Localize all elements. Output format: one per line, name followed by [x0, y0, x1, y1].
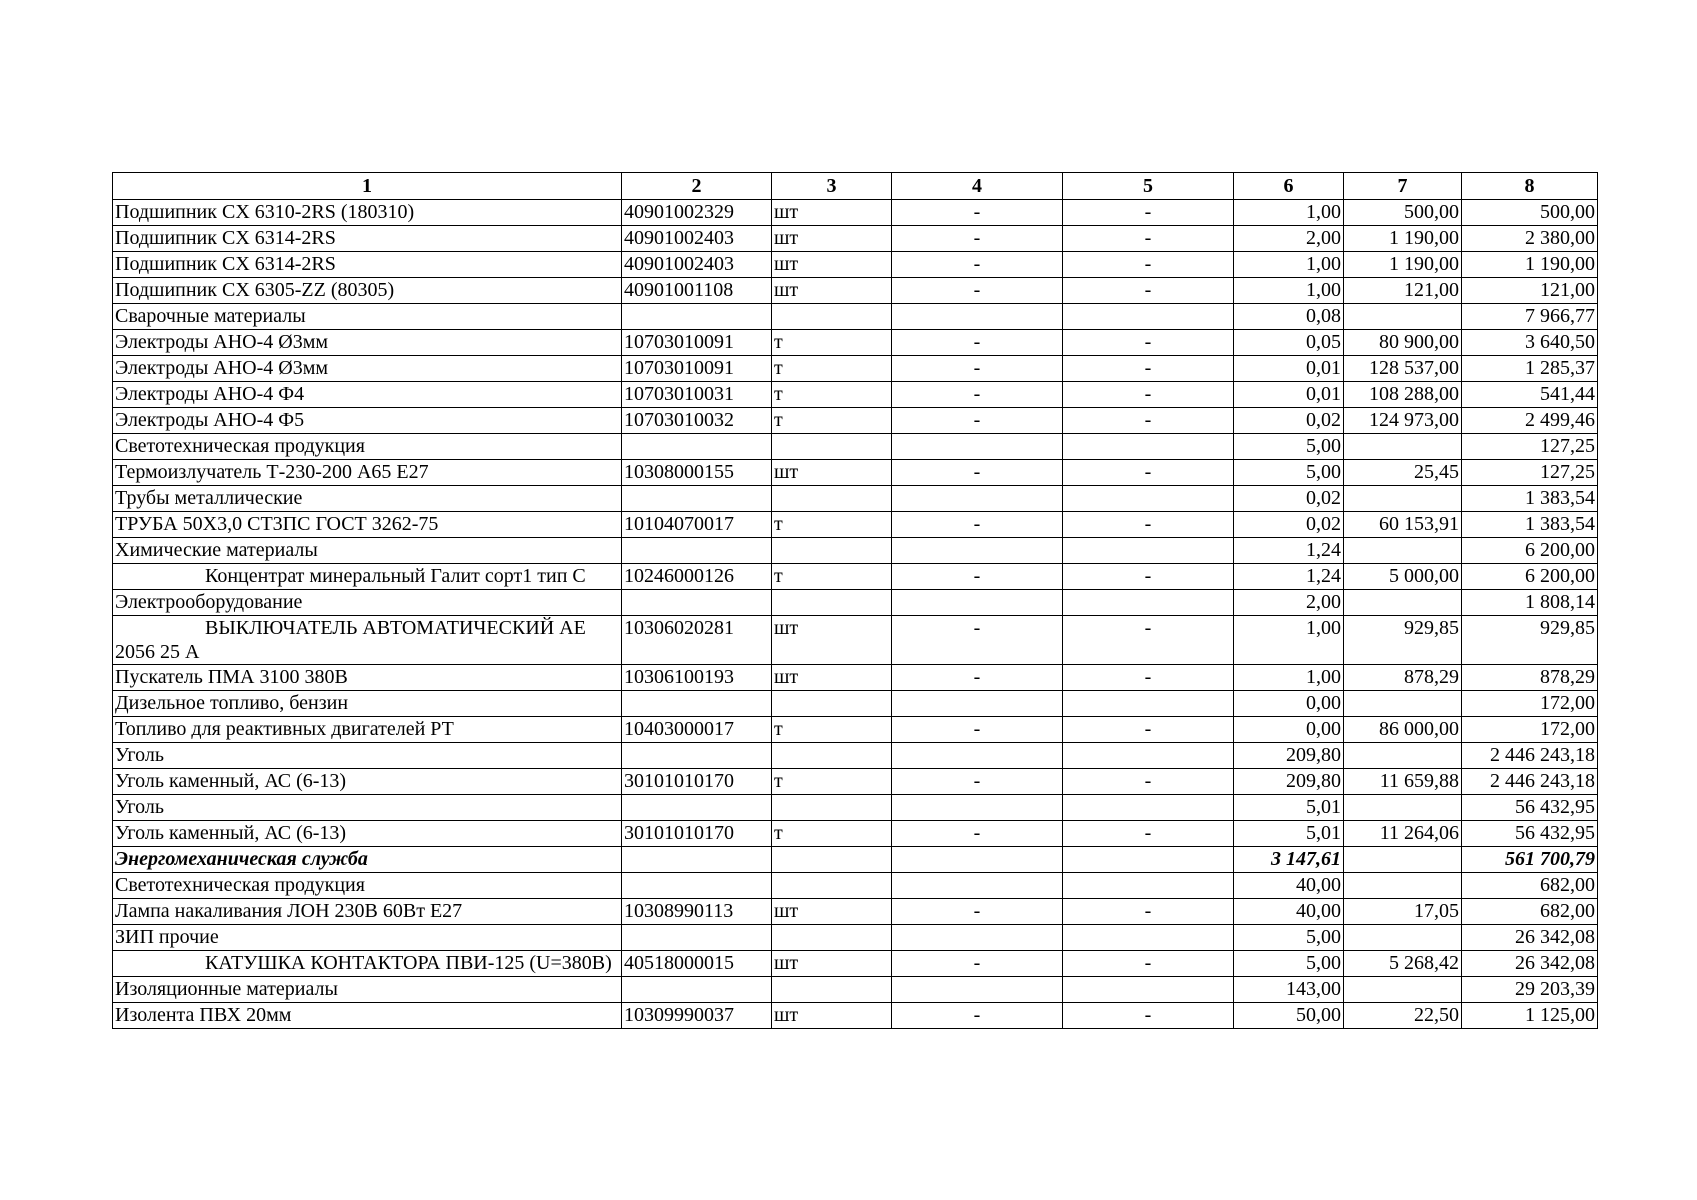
sum-cell: 172,00 [1462, 691, 1598, 717]
empty-cell [892, 691, 1063, 717]
sum-cell: 29 203,39 [1462, 977, 1598, 1003]
empty-cell [1344, 847, 1462, 873]
quantity-cell: 50,00 [1234, 1003, 1344, 1029]
empty-cell [772, 873, 892, 899]
group-name-cell: Дизельное топливо, бензин [113, 691, 622, 717]
group-name-cell: Изоляционные материалы [113, 977, 622, 1003]
item-code-cell: 10309990037 [622, 1003, 772, 1029]
sum-cell: 172,00 [1462, 717, 1598, 743]
column-5-cell: - [1063, 665, 1234, 691]
column-5-cell: - [1063, 382, 1234, 408]
empty-cell [892, 977, 1063, 1003]
column-5-cell: - [1063, 951, 1234, 977]
quantity-cell: 0,01 [1234, 382, 1344, 408]
price-cell: 128 537,00 [1344, 356, 1462, 382]
empty-cell [1344, 743, 1462, 769]
price-cell: 25,45 [1344, 460, 1462, 486]
empty-cell [1344, 795, 1462, 821]
unit-cell: шт [772, 200, 892, 226]
column-5-cell: - [1063, 330, 1234, 356]
group-name-cell: Светотехническая продукция [113, 434, 622, 460]
quantity-cell: 0,00 [1234, 717, 1344, 743]
service-name-cell: Энергомеханическая служба [113, 847, 622, 873]
table-row-item [113, 512, 1598, 538]
quantity-cell: 143,00 [1234, 977, 1344, 1003]
item-code-cell: 10308990113 [622, 899, 772, 925]
empty-cell [622, 925, 772, 951]
empty-cell [1063, 434, 1234, 460]
empty-cell [1344, 486, 1462, 512]
empty-cell [772, 590, 892, 616]
column-5-cell: - [1063, 408, 1234, 434]
item-name-cell: Термоизлучатель Т-230-200 А65 Е27 [113, 460, 622, 486]
empty-cell [892, 873, 1063, 899]
price-cell: 60 153,91 [1344, 512, 1462, 538]
table-row-group [113, 691, 1598, 717]
quantity-cell: 0,08 [1234, 304, 1344, 330]
quantity-cell: 209,80 [1234, 743, 1344, 769]
column-4-cell: - [892, 821, 1063, 847]
quantity-cell: 3 147,61 [1234, 847, 1344, 873]
column-5-cell: - [1063, 1003, 1234, 1029]
quantity-cell: 0,02 [1234, 512, 1344, 538]
unit-cell: т [772, 564, 892, 590]
empty-cell [1063, 743, 1234, 769]
quantity-cell: 1,00 [1234, 665, 1344, 691]
column-4-cell: - [892, 564, 1063, 590]
empty-cell [892, 434, 1063, 460]
empty-cell [892, 925, 1063, 951]
table-row-item [113, 769, 1598, 795]
unit-cell: т [772, 408, 892, 434]
price-cell: 878,29 [1344, 665, 1462, 691]
empty-cell [622, 434, 772, 460]
item-code-cell: 10703010031 [622, 382, 772, 408]
sum-cell: 1 383,54 [1462, 486, 1598, 512]
sum-cell: 1 285,37 [1462, 356, 1598, 382]
quantity-cell: 5,01 [1234, 795, 1344, 821]
quantity-cell: 40,00 [1234, 899, 1344, 925]
empty-cell [772, 538, 892, 564]
column-4-cell: - [892, 460, 1063, 486]
item-code-cell: 10703010032 [622, 408, 772, 434]
sum-cell: 682,00 [1462, 873, 1598, 899]
empty-cell [622, 538, 772, 564]
quantity-cell: 2,00 [1234, 590, 1344, 616]
empty-cell [772, 847, 892, 873]
group-name-cell: Уголь [113, 795, 622, 821]
column-5-cell: - [1063, 717, 1234, 743]
table-row-item [113, 951, 1598, 977]
quantity-cell: 5,00 [1234, 951, 1344, 977]
column-4-cell: - [892, 330, 1063, 356]
column-5-cell: - [1063, 821, 1234, 847]
price-cell: 11 659,88 [1344, 769, 1462, 795]
header-row [113, 173, 1598, 200]
sum-cell: 2 446 243,18 [1462, 769, 1598, 795]
table-row-group [113, 304, 1598, 330]
empty-cell [622, 977, 772, 1003]
quantity-cell: 2,00 [1234, 226, 1344, 252]
item-code-cell: 30101010170 [622, 821, 772, 847]
group-name-cell: Трубы металлические [113, 486, 622, 512]
column-header: 8 [1462, 173, 1598, 200]
sum-cell: 6 200,00 [1462, 564, 1598, 590]
item-name-cell: Электроды АНО-4 Ф5 [113, 408, 622, 434]
item-name-cell: КАТУШКА КОНТАКТОРА ПВИ-125 (U=380В) [113, 951, 622, 977]
price-cell: 929,85 [1344, 616, 1462, 665]
empty-cell [1063, 977, 1234, 1003]
table-row-item [113, 356, 1598, 382]
column-4-cell: - [892, 1003, 1063, 1029]
empty-cell [1344, 538, 1462, 564]
empty-cell [772, 743, 892, 769]
group-name-cell: Химические материалы [113, 538, 622, 564]
table-row-item [113, 330, 1598, 356]
empty-cell [892, 590, 1063, 616]
price-cell: 86 000,00 [1344, 717, 1462, 743]
column-5-cell: - [1063, 200, 1234, 226]
empty-cell [772, 691, 892, 717]
empty-cell [892, 304, 1063, 330]
sum-cell: 1 383,54 [1462, 512, 1598, 538]
price-cell: 5 268,42 [1344, 951, 1462, 977]
item-code-cell: 10246000126 [622, 564, 772, 590]
group-name-cell: Уголь [113, 743, 622, 769]
sum-cell: 878,29 [1462, 665, 1598, 691]
column-4-cell: - [892, 252, 1063, 278]
quantity-cell: 1,00 [1234, 616, 1344, 665]
item-code-cell: 10403000017 [622, 717, 772, 743]
column-4-cell: - [892, 665, 1063, 691]
item-name-cell: ВЫКЛЮЧАТЕЛЬ АВТОМАТИЧЕСКИЙ АЕ 2056 25 А [113, 616, 622, 665]
column-5-cell: - [1063, 769, 1234, 795]
item-name-cell: Концентрат минеральный Галит сорт1 тип С [113, 564, 622, 590]
empty-cell [772, 304, 892, 330]
table-row-group [113, 538, 1598, 564]
empty-cell [772, 486, 892, 512]
table-row-item [113, 821, 1598, 847]
quantity-cell: 5,00 [1234, 460, 1344, 486]
empty-cell [892, 795, 1063, 821]
empty-cell [1063, 590, 1234, 616]
item-code-cell: 40901001108 [622, 278, 772, 304]
empty-cell [622, 795, 772, 821]
quantity-cell: 0,00 [1234, 691, 1344, 717]
table-row-item [113, 408, 1598, 434]
empty-cell [1063, 691, 1234, 717]
table-row-item [113, 252, 1598, 278]
price-cell: 1 190,00 [1344, 226, 1462, 252]
sum-cell: 682,00 [1462, 899, 1598, 925]
empty-cell [1344, 925, 1462, 951]
column-header: 6 [1234, 173, 1344, 200]
price-cell: 5 000,00 [1344, 564, 1462, 590]
empty-cell [892, 847, 1063, 873]
table-row-item [113, 564, 1598, 590]
unit-cell: шт [772, 1003, 892, 1029]
group-name-cell: Светотехническая продукция [113, 873, 622, 899]
empty-cell [772, 434, 892, 460]
column-4-cell: - [892, 200, 1063, 226]
sum-cell: 7 966,77 [1462, 304, 1598, 330]
item-name-cell: ТРУБА 50Х3,0 СТ3ПС ГОСТ 3262-75 [113, 512, 622, 538]
unit-cell: т [772, 769, 892, 795]
item-name-cell: Подшипник CX 6310-2RS (180310) [113, 200, 622, 226]
sum-cell: 561 700,79 [1462, 847, 1598, 873]
sum-cell: 541,44 [1462, 382, 1598, 408]
table-row-item [113, 665, 1598, 691]
materials-table [112, 172, 1598, 1029]
empty-cell [1063, 925, 1234, 951]
item-name-cell: Электроды АНО-4 Ø3мм [113, 356, 622, 382]
price-cell: 500,00 [1344, 200, 1462, 226]
unit-cell: шт [772, 252, 892, 278]
column-4-cell: - [892, 512, 1063, 538]
column-4-cell: - [892, 899, 1063, 925]
column-4-cell: - [892, 616, 1063, 665]
empty-cell [1344, 434, 1462, 460]
table-row-group [113, 590, 1598, 616]
item-code-cell: 40518000015 [622, 951, 772, 977]
unit-cell: т [772, 382, 892, 408]
empty-cell [622, 486, 772, 512]
sum-cell: 127,25 [1462, 434, 1598, 460]
item-name-cell: Подшипник CX 6314-2RS [113, 252, 622, 278]
empty-cell [1344, 977, 1462, 1003]
sum-cell: 56 432,95 [1462, 821, 1598, 847]
table-row-group [113, 743, 1598, 769]
item-code-cell: 40901002403 [622, 252, 772, 278]
unit-cell: т [772, 356, 892, 382]
item-name-cell: Лампа накаливания ЛОН 230В 60Вт Е27 [113, 899, 622, 925]
empty-cell [622, 590, 772, 616]
empty-cell [1344, 590, 1462, 616]
price-cell: 80 900,00 [1344, 330, 1462, 356]
table-row-service [113, 847, 1598, 873]
empty-cell [622, 691, 772, 717]
sum-cell: 26 342,08 [1462, 925, 1598, 951]
table-row-item [113, 382, 1598, 408]
sum-cell: 26 342,08 [1462, 951, 1598, 977]
column-4-cell: - [892, 356, 1063, 382]
sum-cell: 929,85 [1462, 616, 1598, 665]
column-5-cell: - [1063, 899, 1234, 925]
quantity-cell: 209,80 [1234, 769, 1344, 795]
column-5-cell: - [1063, 278, 1234, 304]
item-name-cell: Подшипник CX 6314-2RS [113, 226, 622, 252]
price-cell: 22,50 [1344, 1003, 1462, 1029]
column-5-cell: - [1063, 564, 1234, 590]
column-5-cell: - [1063, 356, 1234, 382]
column-5-cell: - [1063, 512, 1234, 538]
column-4-cell: - [892, 278, 1063, 304]
sum-cell: 2 499,46 [1462, 408, 1598, 434]
item-code-cell: 10306100193 [622, 665, 772, 691]
empty-cell [772, 977, 892, 1003]
price-cell: 124 973,00 [1344, 408, 1462, 434]
unit-cell: шт [772, 616, 892, 665]
empty-cell [892, 538, 1063, 564]
sum-cell: 121,00 [1462, 278, 1598, 304]
unit-cell: шт [772, 951, 892, 977]
quantity-cell: 5,00 [1234, 434, 1344, 460]
quantity-cell: 5,01 [1234, 821, 1344, 847]
empty-cell [1344, 304, 1462, 330]
quantity-cell: 0,02 [1234, 486, 1344, 512]
unit-cell: шт [772, 460, 892, 486]
empty-cell [1063, 486, 1234, 512]
item-code-cell: 40901002403 [622, 226, 772, 252]
empty-cell [772, 925, 892, 951]
table-row-item [113, 200, 1598, 226]
item-code-cell: 10308000155 [622, 460, 772, 486]
column-5-cell: - [1063, 460, 1234, 486]
column-4-cell: - [892, 382, 1063, 408]
item-name-cell: Уголь каменный, АС (6-13) [113, 821, 622, 847]
column-4-cell: - [892, 226, 1063, 252]
table-row-group [113, 434, 1598, 460]
item-name-cell: Подшипник CX 6305-ZZ (80305) [113, 278, 622, 304]
unit-cell: шт [772, 665, 892, 691]
table-row-item [113, 1003, 1598, 1029]
price-cell: 11 264,06 [1344, 821, 1462, 847]
table-row-group [113, 486, 1598, 512]
column-4-cell: - [892, 951, 1063, 977]
column-5-cell: - [1063, 616, 1234, 665]
empty-cell [1344, 691, 1462, 717]
sum-cell: 127,25 [1462, 460, 1598, 486]
quantity-cell: 5,00 [1234, 925, 1344, 951]
price-cell: 108 288,00 [1344, 382, 1462, 408]
column-4-cell: - [892, 408, 1063, 434]
column-5-cell: - [1063, 252, 1234, 278]
quantity-cell: 1,00 [1234, 278, 1344, 304]
table-row-group [113, 925, 1598, 951]
empty-cell [1063, 538, 1234, 564]
empty-cell [892, 486, 1063, 512]
empty-cell [772, 795, 892, 821]
sum-cell: 3 640,50 [1462, 330, 1598, 356]
column-header: 2 [622, 173, 772, 200]
quantity-cell: 1,24 [1234, 564, 1344, 590]
quantity-cell: 0,01 [1234, 356, 1344, 382]
empty-cell [892, 743, 1063, 769]
item-name-cell: Электроды АНО-4 Ø3мм [113, 330, 622, 356]
table-row-item [113, 278, 1598, 304]
empty-cell [622, 873, 772, 899]
empty-cell [622, 743, 772, 769]
unit-cell: шт [772, 226, 892, 252]
unit-cell: шт [772, 278, 892, 304]
item-code-cell: 10703010091 [622, 330, 772, 356]
sum-cell: 2 446 243,18 [1462, 743, 1598, 769]
column-header: 7 [1344, 173, 1462, 200]
unit-cell: т [772, 821, 892, 847]
item-name-cell: Уголь каменный, АС (6-13) [113, 769, 622, 795]
empty-cell [1063, 873, 1234, 899]
column-header: 3 [772, 173, 892, 200]
table-row-item [113, 226, 1598, 252]
item-name-cell: Изолента ПВХ 20мм [113, 1003, 622, 1029]
quantity-cell: 0,02 [1234, 408, 1344, 434]
item-code-cell: 30101010170 [622, 769, 772, 795]
table-row-group [113, 795, 1598, 821]
empty-cell [1344, 873, 1462, 899]
unit-cell: т [772, 330, 892, 356]
item-code-cell: 10703010091 [622, 356, 772, 382]
group-name-cell: ЗИП прочие [113, 925, 622, 951]
empty-cell [1063, 304, 1234, 330]
table-row-item [113, 460, 1598, 486]
item-name-cell: Пускатель ПМА 3100 380В [113, 665, 622, 691]
quantity-cell: 1,00 [1234, 252, 1344, 278]
column-4-cell: - [892, 717, 1063, 743]
unit-cell: т [772, 512, 892, 538]
quantity-cell: 1,00 [1234, 200, 1344, 226]
column-header: 4 [892, 173, 1063, 200]
column-header: 5 [1063, 173, 1234, 200]
sum-cell: 1 190,00 [1462, 252, 1598, 278]
table-row-group [113, 873, 1598, 899]
item-name-cell: Электроды АНО-4 Ф4 [113, 382, 622, 408]
price-cell: 17,05 [1344, 899, 1462, 925]
sum-cell: 500,00 [1462, 200, 1598, 226]
empty-cell [1063, 795, 1234, 821]
group-name-cell: Электрооборудование [113, 590, 622, 616]
unit-cell: шт [772, 899, 892, 925]
table-row-item [113, 717, 1598, 743]
unit-cell: т [772, 717, 892, 743]
item-name-cell: Топливо для реактивных двигателей РТ [113, 717, 622, 743]
price-cell: 1 190,00 [1344, 252, 1462, 278]
price-cell: 121,00 [1344, 278, 1462, 304]
sum-cell: 1 808,14 [1462, 590, 1598, 616]
quantity-cell: 1,24 [1234, 538, 1344, 564]
empty-cell [622, 847, 772, 873]
item-code-cell: 10306020281 [622, 616, 772, 665]
item-code-cell: 10104070017 [622, 512, 772, 538]
sum-cell: 1 125,00 [1462, 1003, 1598, 1029]
column-4-cell: - [892, 769, 1063, 795]
table-row-item [113, 899, 1598, 925]
sum-cell: 56 432,95 [1462, 795, 1598, 821]
table-row-item [113, 616, 1598, 665]
group-name-cell: Сварочные материалы [113, 304, 622, 330]
empty-cell [622, 304, 772, 330]
table-row-group [113, 977, 1598, 1003]
column-header: 1 [113, 173, 622, 200]
sum-cell: 6 200,00 [1462, 538, 1598, 564]
quantity-cell: 40,00 [1234, 873, 1344, 899]
column-5-cell: - [1063, 226, 1234, 252]
item-code-cell: 40901002329 [622, 200, 772, 226]
empty-cell [1063, 847, 1234, 873]
sum-cell: 2 380,00 [1462, 226, 1598, 252]
quantity-cell: 0,05 [1234, 330, 1344, 356]
